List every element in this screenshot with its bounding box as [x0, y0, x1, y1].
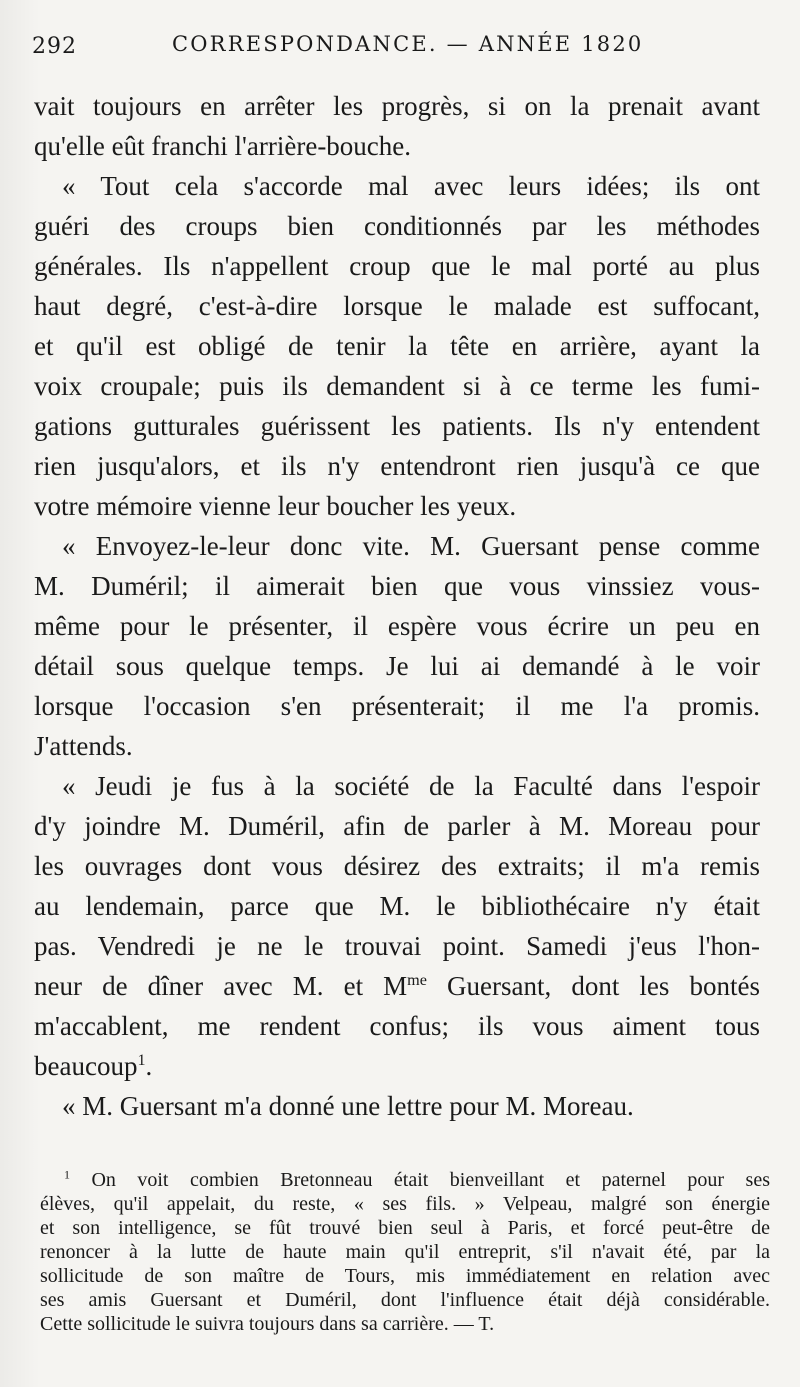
text-line: générales. Ils n'appellent croup que le mal porté au plus — [34, 251, 760, 281]
text-line: voix croupale; puis ils demandent si à ce terme les fumi- — [34, 371, 760, 401]
text-line: M. Duméril; il aimerait bien que vous vinssiez vous- — [34, 571, 760, 601]
text-line: m'accablent, me rendent confus; ils vous aiment tous — [34, 1011, 760, 1041]
footnote-reference: 1 — [137, 1051, 146, 1069]
text-line: et qu'il est obligé de tenir la tête en arrière, ayant la — [34, 331, 760, 361]
text-line: votre mémoire vienne leur boucher les yeux. — [34, 491, 517, 521]
text-line: « Envoyez-le-leur donc vite. M. Guersant pense comme — [62, 531, 760, 561]
text-line: guéri des croups bien conditionnés par les méthodes — [34, 211, 760, 241]
text-run: . — [145, 1051, 153, 1081]
text-line: détail sous quelque temps. Je lui ai demandé à le voir — [34, 651, 760, 681]
footnote-line: élèves, qu'il appelait, du reste, « ses fils. » Velpeau, malgré son énergie — [40, 1193, 770, 1215]
footnote-line — [64, 1168, 770, 1192]
footnote-line: sollicitude de son maître de Tours, mis immédiatement en relation avec — [40, 1265, 770, 1287]
text-line: gations gutturales guérissent les patients. Ils n'y entendent — [34, 411, 760, 441]
text-line: vait toujours en arrêter les progrès, si on la prenait avant — [34, 91, 760, 121]
text-line: « M. Guersant m'a donné une lettre pour M. Moreau. — [62, 1091, 634, 1121]
footnote-line: ses amis Guersant et Duméril, dont l'influence était déjà considérable. — [40, 1289, 770, 1311]
page-number: 292 — [32, 34, 77, 59]
text-line: rien jusqu'alors, et ils n'y entendront rien jusqu'à ce que — [34, 451, 760, 481]
text-line — [34, 1046, 760, 1086]
text-line: haut degré, c'est-à-dire lorsque le malade est suffocant, — [34, 291, 760, 321]
text-line: les ouvrages dont vous désirez des extraits; il m'a remis — [34, 851, 760, 881]
footnote-line: et son intelligence, se fût trouvé bien seul à Paris, et forcé peut-être de — [40, 1217, 770, 1239]
text-run: beaucoup — [34, 1051, 138, 1081]
text-line — [34, 966, 760, 1006]
text-run: On voit combien Bretonneau était bienveillant et paternel pour ses — [70, 1169, 770, 1191]
text-line: au lendemain, parce que M. le bibliothécaire n'y était — [34, 891, 760, 921]
footnote-marker: 1 — [64, 1167, 70, 1182]
page-header — [32, 30, 762, 64]
text-run: neur de dîner avec M. et M — [34, 971, 408, 1001]
text-line: lorsque l'occasion s'en présenterait; il me l'a promis. — [34, 691, 760, 721]
text-line: « Jeudi je fus à la société de la Faculté dans l'espoir — [62, 771, 760, 801]
footnote-line: Cette sollicitude le suivra toujours dans sa carrière. — T. — [40, 1313, 495, 1335]
text-line: « Tout cela s'accorde mal avec leurs idées; ils ont — [62, 171, 760, 201]
text-line: pas. Vendredi je ne le trouvai point. Samedi j'eus l'hon- — [34, 931, 760, 961]
text-line: qu'elle eût franchi l'arrière-bouche. — [34, 131, 412, 161]
text-line: même pour le présenter, il espère vous écrire un peu en — [34, 611, 760, 641]
text-run: Guersant, dont les bontés — [426, 971, 761, 1001]
running-head: CORRESPONDANCE. — ANNÉE 1820 — [172, 32, 644, 56]
text-line: d'y joindre M. Duméril, afin de parler à M. Moreau pour — [34, 811, 760, 841]
text-line: J'attends. — [34, 731, 133, 761]
footnote-line: renoncer à la lutte de haute main qu'il entreprit, s'il n'avait été, par la — [40, 1241, 770, 1263]
superscript-abbrev: me — [407, 971, 427, 989]
